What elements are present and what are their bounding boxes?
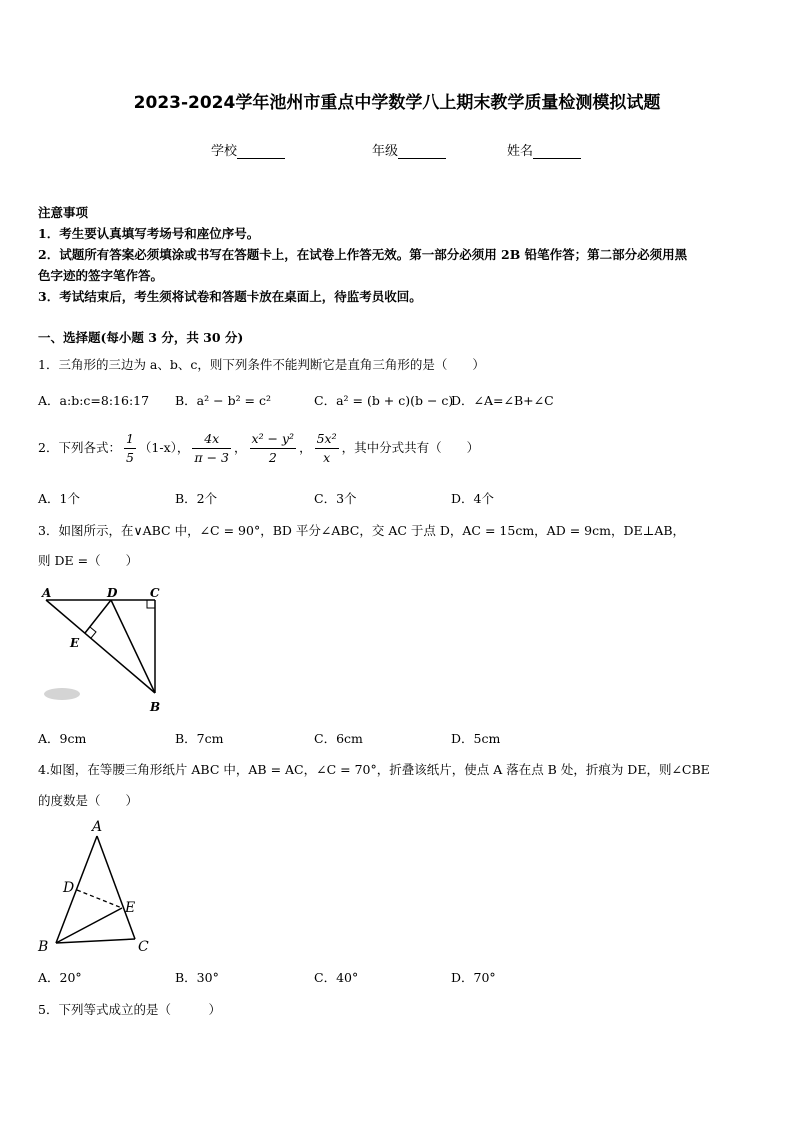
q3-option-a[interactable]: A．9cm [38, 731, 87, 746]
page-title: 2023-2024学年池州市重点中学数学八上期末教学质量检测模拟试题 [133, 93, 661, 113]
grade-field [372, 140, 446, 159]
question-3-line1: 3．如图所示，在∨ABC 中，∠C = 90°，BD 平分∠ABC，交 AC 于点 D，AC = 15cm，AD = 9cm，DE⊥AB， [38, 523, 686, 538]
segment-de [85, 600, 111, 633]
q2-option-a[interactable]: A．1个 [38, 491, 80, 506]
fraction-numerator: 5x² [315, 430, 339, 449]
notice-item: 色字迹的签字笔作答。 [38, 268, 164, 283]
name-blank [533, 144, 581, 159]
fraction-denominator: 2 [268, 450, 277, 465]
q2-fraction-2 [192, 430, 231, 467]
q4-option-d[interactable]: D．70° [451, 970, 496, 985]
q1-option-c[interactable]: C．a² = (b + c)(b − c) [314, 393, 454, 408]
label-b: B [38, 939, 49, 955]
grade-blank [398, 144, 446, 159]
q2-fraction-3 [250, 430, 297, 467]
q4-option-c[interactable]: C．40° [314, 970, 359, 985]
q2-option-d[interactable]: D．4个 [451, 491, 494, 506]
smudge-mark [44, 688, 80, 700]
school-field [211, 140, 285, 159]
name-label: 姓名 [507, 144, 534, 159]
label-d: D [63, 880, 75, 896]
fold-line-de [77, 890, 122, 908]
q1-option-a[interactable]: A．a:b:c=8:16:17 [38, 393, 150, 408]
label-c: C [150, 586, 160, 600]
section-heading: 一、选择题(每小题 3 分，共 30 分) [38, 330, 244, 345]
right-angle-mark-c [147, 600, 155, 608]
fraction-numerator: x² − y² [250, 430, 297, 449]
segment-be [56, 908, 122, 943]
q2-option-c[interactable]: C．3个 [314, 491, 357, 506]
q2-option-b[interactable]: B．2个 [175, 491, 218, 506]
segment-bc [56, 939, 135, 943]
school-label: 学校 [211, 144, 238, 159]
q2-suffix: ，其中分式共有（ ） [341, 440, 480, 455]
notice-item: 2．试题所有答案必须填涂或书写在答题卡上，在试卷上作答无效。第一部分必须用 2B 铅笔作答；第二部分必须用黑 [38, 247, 688, 262]
notice-item: 3．考试结束后，考生须将试卷和答题卡放在桌面上，待监考员收回。 [38, 289, 422, 304]
q1-option-b[interactable]: B．a² − b² = c² [175, 393, 272, 408]
question-4-line1: 4.如图，在等腰三角形纸片 ABC 中，AB = AC，∠C = 70°，折叠该纸片，使点 A 落在点 B 处，折痕为 DE，则∠CBE [38, 762, 710, 777]
q3-option-c[interactable]: C．6cm [314, 731, 363, 746]
question-3-line2: 则 DE =（ ） [38, 553, 139, 568]
label-e: E [125, 900, 136, 916]
label-a: A [92, 819, 103, 835]
label-d: D [107, 586, 118, 600]
q2-fraction-4 [315, 430, 339, 467]
q2-f1-tail: （1-x）， [138, 440, 190, 455]
label-c: C [138, 939, 149, 955]
fraction-denominator: x [323, 450, 331, 465]
question-1-stem: 1．三角形的三边为 a、b、c，则下列条件不能判断它是直角三角形的是（ ） [38, 357, 485, 372]
fraction-denominator: 5 [125, 450, 134, 465]
q4-option-b[interactable]: B．30° [175, 970, 219, 985]
school-blank [237, 144, 285, 159]
q4-isosceles-figure [34, 816, 164, 961]
fraction-numerator: 1 [124, 430, 136, 449]
q3-option-d[interactable]: D．5cm [451, 731, 501, 746]
label-e: E [70, 636, 80, 650]
name-field [507, 140, 581, 159]
notice-heading: 注意事项 [38, 205, 89, 220]
q2-prefix: 2．下列各式： [38, 440, 121, 455]
q1-option-d[interactable]: D．∠A=∠B+∠C [451, 393, 554, 408]
segment-ac [97, 836, 135, 939]
question-4-line2: 的度数是（ ） [38, 793, 139, 808]
q3-option-b[interactable]: B．7cm [175, 731, 224, 746]
fraction-denominator: π − 3 [194, 450, 229, 465]
fraction-numerator: 4x [192, 430, 231, 449]
segment-db [111, 600, 155, 693]
label-b: B [150, 700, 161, 714]
question-2-stem: 2．下列各式： $\frac{1}{5}$ （1-x）， $\frac{4x}{\pi - 3}$ ， $\frac{\text{x² − y²}}{2}$ ， $\frac{\text{5x²}}{x}$ ，其中分式共有（ ） [38, 431, 480, 465]
q4-option-a[interactable]: A．20° [38, 970, 82, 985]
question-5-stem: 5．下列等式成立的是（ ） [38, 1002, 221, 1017]
grade-label: 年级 [372, 144, 399, 159]
q2-fraction-1 [124, 430, 136, 467]
label-a: A [42, 586, 52, 600]
notice-item: 1．考生要认真填写考场号和座位序号。 [38, 226, 260, 241]
right-angle-mark-e [90, 627, 96, 638]
q3-triangle-figure [38, 583, 178, 718]
